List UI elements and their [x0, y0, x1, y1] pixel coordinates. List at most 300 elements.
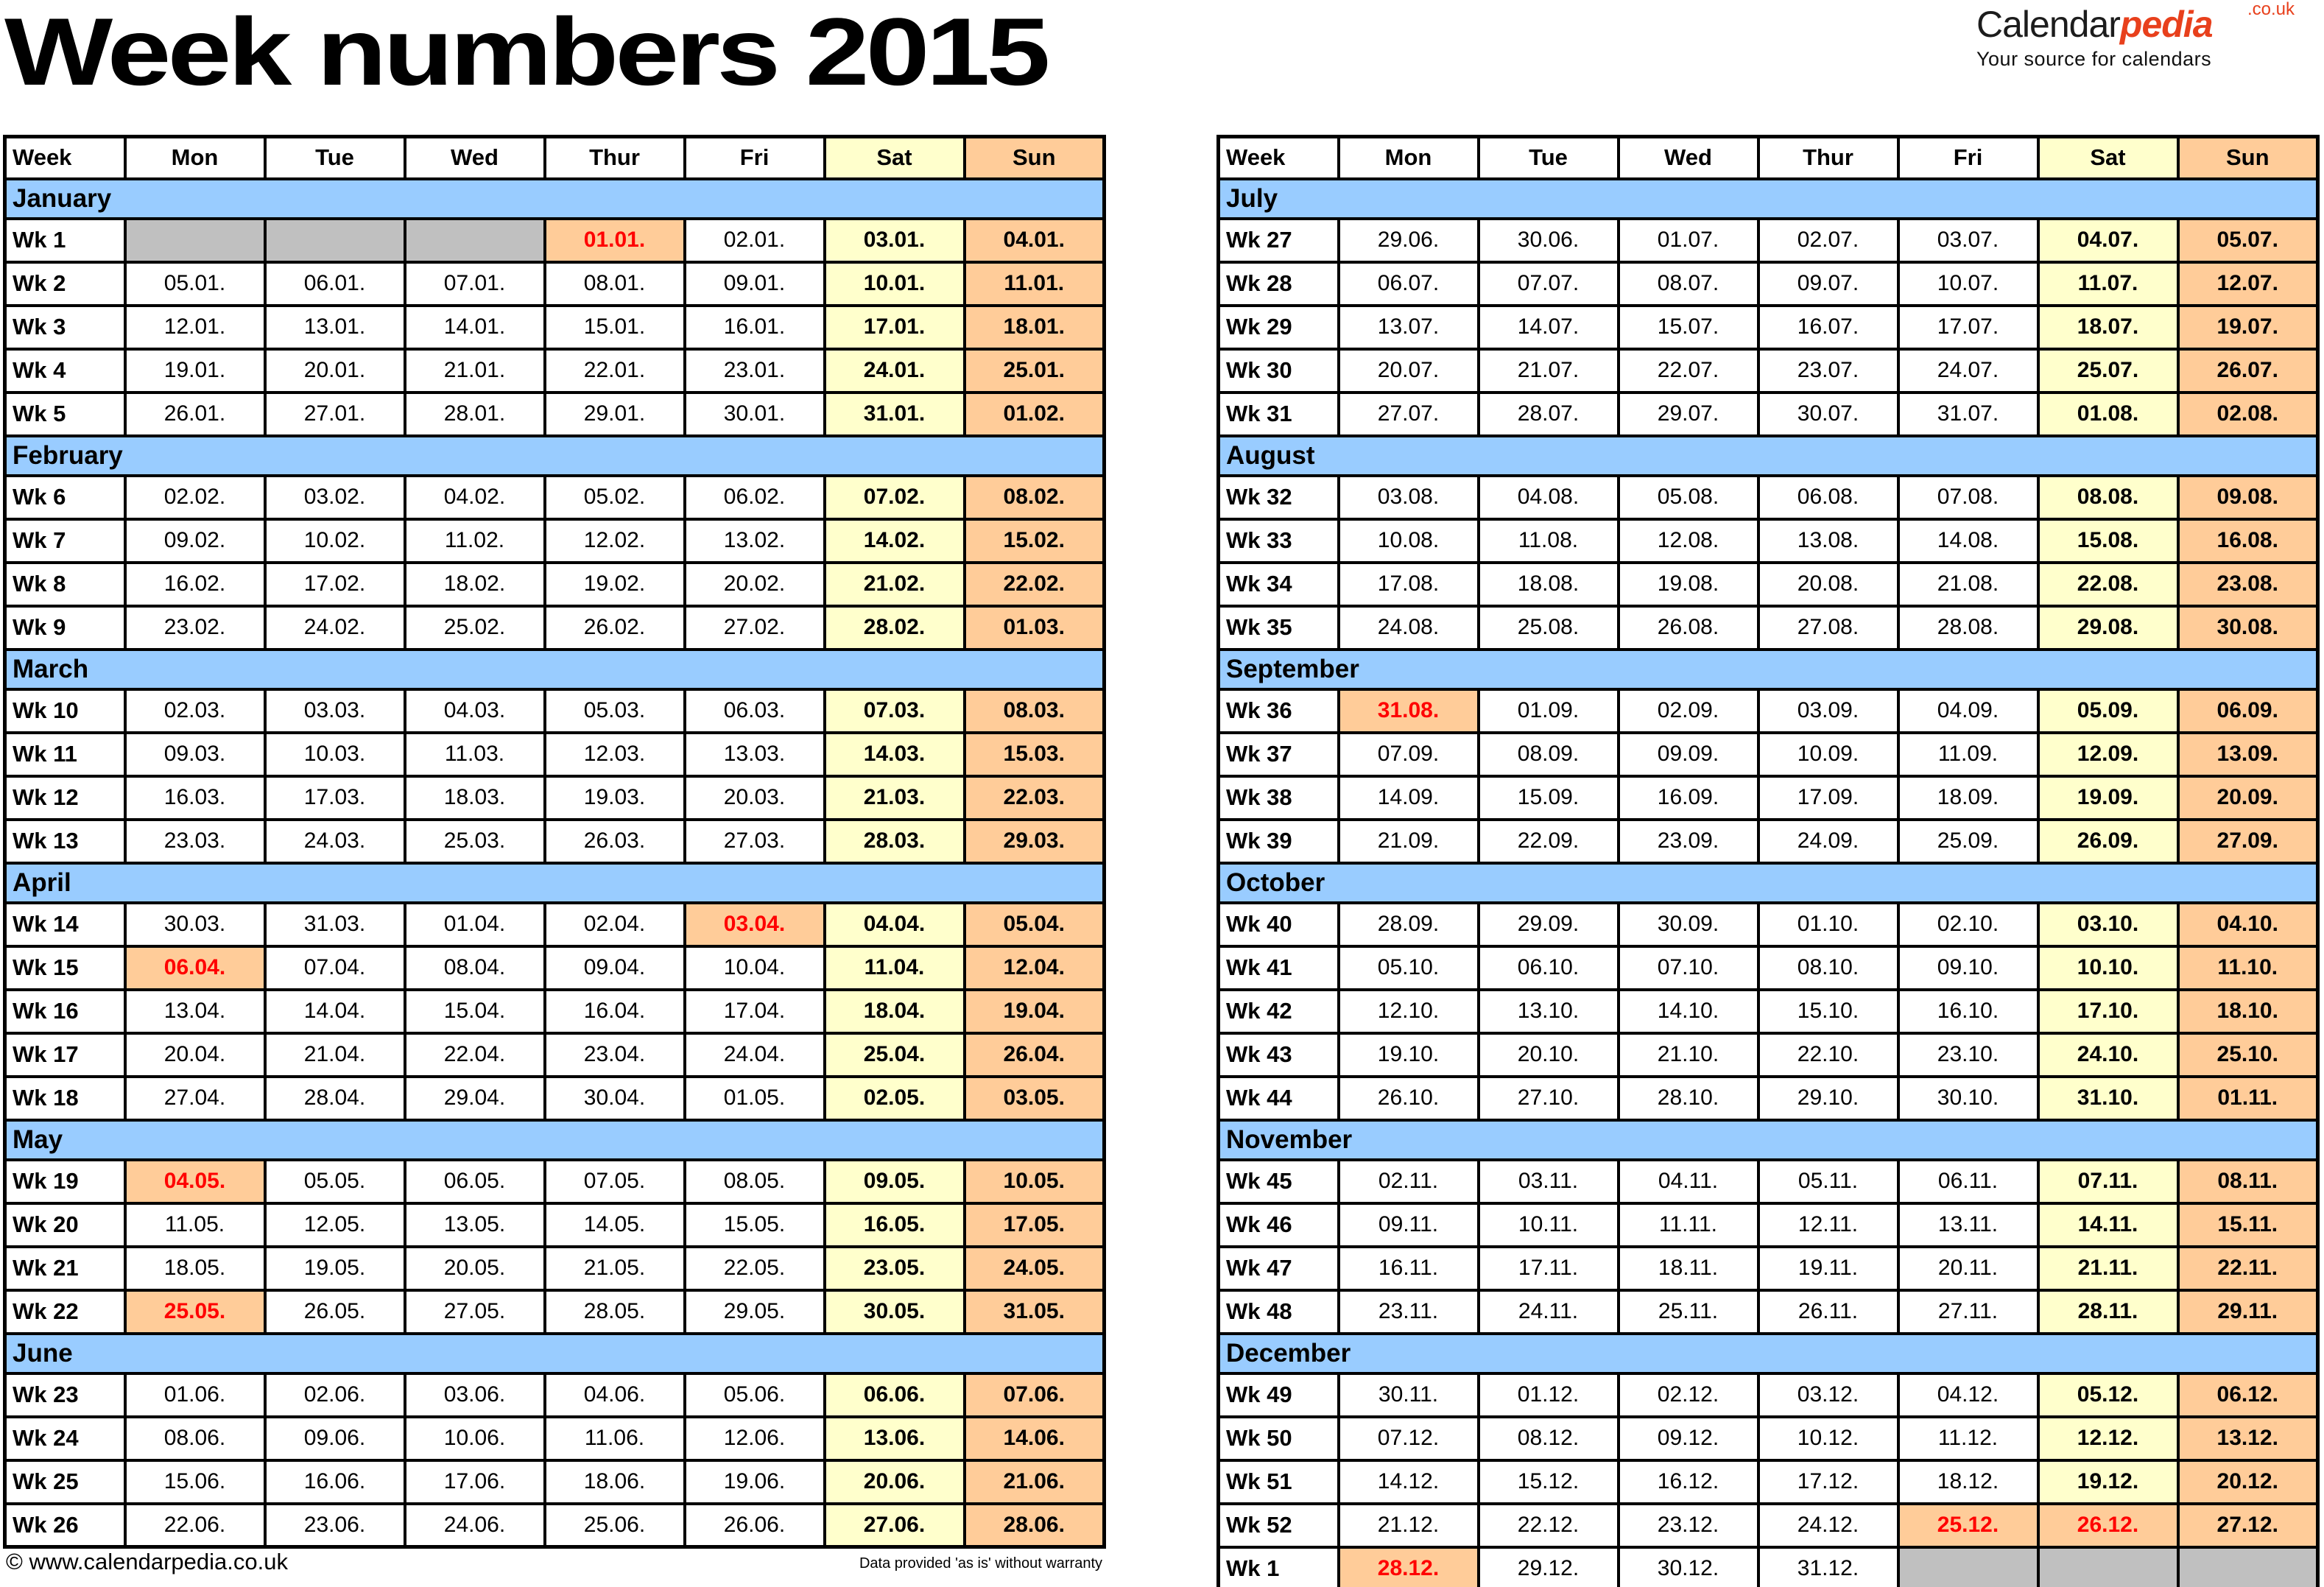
day-cell: 07.02. [825, 476, 965, 519]
week-number-cell: Wk 38 [1219, 776, 1339, 820]
day-cell: 04.04. [825, 903, 965, 946]
day-cell: 31.07. [1898, 393, 2038, 436]
day-cell: 05.09. [2038, 689, 2178, 733]
day-cell: 06.07. [1339, 262, 1479, 306]
week-number-cell: Wk 25 [5, 1460, 125, 1504]
day-cell: 26.12. [2038, 1504, 2178, 1547]
week-number-cell: Wk 50 [1219, 1417, 1339, 1460]
day-cell: 12.05. [265, 1203, 405, 1247]
day-cell: 14.01. [405, 306, 545, 349]
day-cell: 18.11. [1619, 1247, 1758, 1290]
day-cell: 16.04. [545, 990, 685, 1033]
week-row [1219, 1033, 2318, 1077]
day-cell: 31.08. [1339, 689, 1479, 733]
day-cell: 01.04. [405, 903, 545, 946]
day-cell: 27.09. [2178, 820, 2318, 863]
day-cell: 08.07. [1619, 262, 1758, 306]
day-cell: 19.05. [265, 1247, 405, 1290]
day-cell: 05.02. [545, 476, 685, 519]
day-cell: 27.06. [825, 1504, 965, 1547]
day-header-tue: Tue [1479, 137, 1619, 179]
day-cell: 22.08. [2038, 563, 2178, 606]
day-cell: 11.06. [545, 1417, 685, 1460]
day-cell: 26.06. [685, 1504, 825, 1547]
day-cell: 24.10. [2038, 1033, 2178, 1077]
week-row [1219, 689, 2318, 733]
week-number-cell: Wk 42 [1219, 990, 1339, 1033]
day-cell: 26.04. [965, 1033, 1105, 1077]
day-cell: 20.02. [685, 563, 825, 606]
day-cell: 21.12. [1339, 1504, 1479, 1547]
week-number-cell: Wk 43 [1219, 1033, 1339, 1077]
day-cell: 10.02. [265, 519, 405, 563]
month-label-august: August [1219, 436, 2318, 476]
day-cell: 13.07. [1339, 306, 1479, 349]
week-row [1219, 990, 2318, 1033]
day-cell: 22.01. [545, 349, 685, 393]
month-row-march [5, 650, 1105, 689]
day-cell: 06.11. [1898, 1160, 2038, 1203]
month-row-april [5, 863, 1105, 903]
week-row [5, 1290, 1105, 1334]
week-number-cell: Wk 48 [1219, 1290, 1339, 1334]
day-cell: 01.10. [1758, 903, 1898, 946]
day-cell: 19.08. [1619, 563, 1758, 606]
week-row [1219, 262, 2318, 306]
day-cell: 30.01. [685, 393, 825, 436]
empty-day-cell [405, 219, 545, 262]
day-cell: 17.07. [1898, 306, 2038, 349]
day-cell: 26.08. [1619, 606, 1758, 650]
week-row [1219, 1460, 2318, 1504]
day-cell: 05.12. [2038, 1373, 2178, 1417]
day-cell: 07.03. [825, 689, 965, 733]
day-cell: 18.01. [965, 306, 1105, 349]
day-cell: 10.08. [1339, 519, 1479, 563]
day-cell: 28.08. [1898, 606, 2038, 650]
day-cell: 05.07. [2178, 219, 2318, 262]
calendar-table-jul-dec [1216, 135, 2320, 1587]
week-number-cell: Wk 1 [5, 219, 125, 262]
day-cell: 05.11. [1758, 1160, 1898, 1203]
day-header-sun: Sun [965, 137, 1105, 179]
day-cell: 13.02. [685, 519, 825, 563]
day-cell: 29.08. [2038, 606, 2178, 650]
day-cell: 22.03. [965, 776, 1105, 820]
day-cell: 27.10. [1479, 1077, 1619, 1120]
week-number-cell: Wk 46 [1219, 1203, 1339, 1247]
day-cell: 21.10. [1619, 1033, 1758, 1077]
day-cell: 20.05. [405, 1247, 545, 1290]
day-cell: 21.08. [1898, 563, 2038, 606]
day-header-row [5, 137, 1105, 179]
day-cell: 11.04. [825, 946, 965, 990]
week-number-cell: Wk 21 [5, 1247, 125, 1290]
month-row-may [5, 1120, 1105, 1160]
day-cell: 23.09. [1619, 820, 1758, 863]
day-cell: 20.10. [1479, 1033, 1619, 1077]
week-number-cell: Wk 8 [5, 563, 125, 606]
day-cell: 17.01. [825, 306, 965, 349]
day-cell: 18.06. [545, 1460, 685, 1504]
day-cell: 19.03. [545, 776, 685, 820]
day-cell: 04.08. [1479, 476, 1619, 519]
day-cell: 18.12. [1898, 1460, 2038, 1504]
day-cell: 12.12. [2038, 1417, 2178, 1460]
day-cell: 25.05. [125, 1290, 265, 1334]
day-cell: 21.04. [265, 1033, 405, 1077]
day-cell: 08.01. [545, 262, 685, 306]
week-row [5, 349, 1105, 393]
day-cell: 10.05. [965, 1160, 1105, 1203]
week-row [1219, 946, 2318, 990]
week-row [5, 1460, 1105, 1504]
day-cell: 02.04. [545, 903, 685, 946]
week-row [1219, 1077, 2318, 1120]
day-cell: 07.01. [405, 262, 545, 306]
day-cell: 05.01. [125, 262, 265, 306]
day-cell: 21.06. [965, 1460, 1105, 1504]
week-number-cell: Wk 41 [1219, 946, 1339, 990]
day-cell: 28.10. [1619, 1077, 1758, 1120]
day-cell: 20.11. [1898, 1247, 2038, 1290]
day-cell: 07.11. [2038, 1160, 2178, 1203]
day-cell: 21.09. [1339, 820, 1479, 863]
week-row [5, 519, 1105, 563]
day-cell: 17.03. [265, 776, 405, 820]
day-cell: 07.10. [1619, 946, 1758, 990]
day-cell: 04.05. [125, 1160, 265, 1203]
week-row [1219, 306, 2318, 349]
week-row [1219, 1160, 2318, 1203]
week-row [1219, 733, 2318, 776]
day-cell: 03.02. [265, 476, 405, 519]
week-number-cell: Wk 6 [5, 476, 125, 519]
day-cell: 16.02. [125, 563, 265, 606]
day-cell: 11.09. [1898, 733, 2038, 776]
day-cell: 12.08. [1619, 519, 1758, 563]
day-cell: 13.04. [125, 990, 265, 1033]
day-cell: 15.10. [1758, 990, 1898, 1033]
day-cell: 01.03. [965, 606, 1105, 650]
day-cell: 27.12. [2178, 1504, 2318, 1547]
day-cell: 03.10. [2038, 903, 2178, 946]
day-cell: 01.06. [125, 1373, 265, 1417]
day-cell: 22.09. [1479, 820, 1619, 863]
day-cell: 05.10. [1339, 946, 1479, 990]
week-number-cell: Wk 11 [5, 733, 125, 776]
week-number-cell: Wk 13 [5, 820, 125, 863]
day-cell: 24.09. [1758, 820, 1898, 863]
week-number-cell: Wk 12 [5, 776, 125, 820]
day-cell: 29.01. [545, 393, 685, 436]
day-cell: 14.05. [545, 1203, 685, 1247]
month-label-december: December [1219, 1334, 2318, 1373]
day-cell: 15.06. [125, 1460, 265, 1504]
day-cell: 15.04. [405, 990, 545, 1033]
day-cell: 01.12. [1479, 1373, 1619, 1417]
week-number-cell: Wk 3 [5, 306, 125, 349]
day-cell: 10.03. [265, 733, 405, 776]
week-row [5, 1033, 1105, 1077]
day-cell: 28.03. [825, 820, 965, 863]
day-header-thur: Thur [1758, 137, 1898, 179]
day-header-week: Week [1219, 137, 1339, 179]
day-cell: 10.09. [1758, 733, 1898, 776]
week-row [1219, 1247, 2318, 1290]
week-row [5, 262, 1105, 306]
day-cell: 10.07. [1898, 262, 2038, 306]
day-cell: 09.11. [1339, 1203, 1479, 1247]
month-label-january: January [5, 179, 1105, 219]
day-header-thur: Thur [545, 137, 685, 179]
day-cell: 10.11. [1479, 1203, 1619, 1247]
week-number-cell: Wk 20 [5, 1203, 125, 1247]
empty-day-cell [125, 219, 265, 262]
day-cell: 19.01. [125, 349, 265, 393]
day-cell: 12.03. [545, 733, 685, 776]
day-cell: 29.12. [1479, 1547, 1619, 1587]
empty-day-cell [2178, 1547, 2318, 1587]
day-cell: 18.05. [125, 1247, 265, 1290]
day-cell: 07.06. [965, 1373, 1105, 1417]
day-cell: 09.10. [1898, 946, 2038, 990]
day-cell: 09.01. [685, 262, 825, 306]
day-cell: 03.03. [265, 689, 405, 733]
day-cell: 18.07. [2038, 306, 2178, 349]
day-cell: 29.03. [965, 820, 1105, 863]
week-row [1219, 393, 2318, 436]
week-row [5, 606, 1105, 650]
day-cell: 25.09. [1898, 820, 2038, 863]
week-row [1219, 1504, 2318, 1547]
day-cell: 17.05. [965, 1203, 1105, 1247]
day-cell: 24.06. [405, 1504, 545, 1547]
logo-calendar-text: Calendar [1976, 4, 2120, 45]
day-cell: 27.03. [685, 820, 825, 863]
day-cell: 28.07. [1479, 393, 1619, 436]
day-cell: 14.11. [2038, 1203, 2178, 1247]
day-cell: 14.02. [825, 519, 965, 563]
week-row [1219, 606, 2318, 650]
day-cell: 30.12. [1619, 1547, 1758, 1587]
day-cell: 09.07. [1758, 262, 1898, 306]
week-number-cell: Wk 34 [1219, 563, 1339, 606]
week-row [5, 1504, 1105, 1547]
day-cell: 09.04. [545, 946, 685, 990]
week-row [5, 1203, 1105, 1247]
day-cell: 29.06. [1339, 219, 1479, 262]
day-cell: 17.06. [405, 1460, 545, 1504]
month-row-november [1219, 1120, 2318, 1160]
week-row [5, 903, 1105, 946]
week-number-cell: Wk 7 [5, 519, 125, 563]
day-cell: 06.04. [125, 946, 265, 990]
day-cell: 27.05. [405, 1290, 545, 1334]
day-cell: 29.10. [1758, 1077, 1898, 1120]
day-cell: 24.07. [1898, 349, 2038, 393]
day-cell: 24.12. [1758, 1504, 1898, 1547]
day-cell: 01.01. [545, 219, 685, 262]
day-cell: 18.03. [405, 776, 545, 820]
day-cell: 08.05. [685, 1160, 825, 1203]
day-cell: 20.09. [2178, 776, 2318, 820]
day-cell: 19.10. [1339, 1033, 1479, 1077]
day-cell: 30.11. [1339, 1373, 1479, 1417]
day-cell: 28.01. [405, 393, 545, 436]
day-cell: 02.01. [685, 219, 825, 262]
day-cell: 21.07. [1479, 349, 1619, 393]
day-cell: 22.02. [965, 563, 1105, 606]
day-cell: 19.02. [545, 563, 685, 606]
day-cell: 07.04. [265, 946, 405, 990]
day-cell: 09.09. [1619, 733, 1758, 776]
month-label-november: November [1219, 1120, 2318, 1160]
day-cell: 30.05. [825, 1290, 965, 1334]
day-cell: 03.11. [1479, 1160, 1619, 1203]
week-number-cell: Wk 52 [1219, 1504, 1339, 1547]
day-cell: 23.08. [2178, 563, 2318, 606]
day-cell: 02.07. [1758, 219, 1898, 262]
week-number-cell: Wk 47 [1219, 1247, 1339, 1290]
week-row [5, 393, 1105, 436]
week-number-cell: Wk 4 [5, 349, 125, 393]
week-number-cell: Wk 45 [1219, 1160, 1339, 1203]
day-cell: 23.04. [545, 1033, 685, 1077]
day-cell: 01.08. [2038, 393, 2178, 436]
empty-day-cell [265, 219, 405, 262]
day-cell: 12.09. [2038, 733, 2178, 776]
day-cell: 23.03. [125, 820, 265, 863]
day-cell: 10.12. [1758, 1417, 1898, 1460]
day-cell: 08.09. [1479, 733, 1619, 776]
day-cell: 09.08. [2178, 476, 2318, 519]
week-row [5, 1373, 1105, 1417]
day-cell: 08.10. [1758, 946, 1898, 990]
day-cell: 31.10. [2038, 1077, 2178, 1120]
day-cell: 22.10. [1758, 1033, 1898, 1077]
day-cell: 20.07. [1339, 349, 1479, 393]
week-number-cell: Wk 30 [1219, 349, 1339, 393]
calendarpedia-logo [1976, 0, 2323, 71]
page-title: Week numbers 2015 [4, 0, 1047, 105]
day-cell: 04.10. [2178, 903, 2318, 946]
day-cell: 03.07. [1898, 219, 2038, 262]
logo-tagline: Your source for calendars [1976, 48, 2212, 70]
day-cell: 18.02. [405, 563, 545, 606]
day-cell: 03.09. [1758, 689, 1898, 733]
day-cell: 11.05. [125, 1203, 265, 1247]
week-row [5, 1077, 1105, 1120]
day-header-mon: Mon [125, 137, 265, 179]
day-header-week: Week [5, 137, 125, 179]
week-number-cell: Wk 2 [5, 262, 125, 306]
day-header-fri: Fri [685, 137, 825, 179]
week-number-cell: Wk 49 [1219, 1373, 1339, 1417]
day-cell: 14.08. [1898, 519, 2038, 563]
day-cell: 12.02. [545, 519, 685, 563]
day-cell: 19.06. [685, 1460, 825, 1504]
logo-pedia-text: pedia [2119, 4, 2213, 45]
day-cell: 25.12. [1898, 1504, 2038, 1547]
day-cell: 16.08. [2178, 519, 2318, 563]
day-cell: 19.11. [1758, 1247, 1898, 1290]
week-row [5, 990, 1105, 1033]
day-cell: 19.09. [2038, 776, 2178, 820]
day-cell: 26.01. [125, 393, 265, 436]
week-number-cell: Wk 10 [5, 689, 125, 733]
day-cell: 08.11. [2178, 1160, 2318, 1203]
month-row-september [1219, 650, 2318, 689]
day-cell: 16.07. [1758, 306, 1898, 349]
month-label-july: July [1219, 179, 2318, 219]
week-row [5, 1247, 1105, 1290]
day-cell: 11.02. [405, 519, 545, 563]
week-number-cell: Wk 24 [5, 1417, 125, 1460]
day-cell: 26.11. [1758, 1290, 1898, 1334]
week-row [5, 563, 1105, 606]
day-cell: 05.06. [685, 1373, 825, 1417]
day-cell: 23.07. [1758, 349, 1898, 393]
day-cell: 01.02. [965, 393, 1105, 436]
day-cell: 06.01. [265, 262, 405, 306]
day-cell: 03.08. [1339, 476, 1479, 519]
day-cell: 27.08. [1758, 606, 1898, 650]
day-header-wed: Wed [1619, 137, 1758, 179]
week-number-cell: Wk 44 [1219, 1077, 1339, 1120]
day-cell: 08.06. [125, 1417, 265, 1460]
day-cell: 01.11. [2178, 1077, 2318, 1120]
day-cell: 01.09. [1479, 689, 1619, 733]
day-cell: 06.02. [685, 476, 825, 519]
week-number-cell: Wk 39 [1219, 820, 1339, 863]
day-cell: 16.01. [685, 306, 825, 349]
day-cell: 19.04. [965, 990, 1105, 1033]
day-cell: 17.12. [1758, 1460, 1898, 1504]
day-header-sat: Sat [2038, 137, 2178, 179]
day-cell: 04.07. [2038, 219, 2178, 262]
day-cell: 28.06. [965, 1504, 1105, 1547]
week-row [1219, 519, 2318, 563]
day-cell: 04.02. [405, 476, 545, 519]
day-cell: 20.01. [265, 349, 405, 393]
day-cell: 26.03. [545, 820, 685, 863]
day-cell: 04.11. [1619, 1160, 1758, 1203]
day-cell: 26.02. [545, 606, 685, 650]
day-cell: 09.05. [825, 1160, 965, 1203]
day-cell: 04.03. [405, 689, 545, 733]
week-number-cell: Wk 27 [1219, 219, 1339, 262]
day-cell: 20.08. [1758, 563, 1898, 606]
day-cell: 10.01. [825, 262, 965, 306]
day-cell: 11.03. [405, 733, 545, 776]
day-cell: 02.08. [2178, 393, 2318, 436]
day-cell: 24.04. [685, 1033, 825, 1077]
day-cell: 08.04. [405, 946, 545, 990]
month-label-october: October [1219, 863, 2318, 903]
day-cell: 16.11. [1339, 1247, 1479, 1290]
day-cell: 17.10. [2038, 990, 2178, 1033]
day-cell: 14.12. [1339, 1460, 1479, 1504]
week-row [1219, 903, 2318, 946]
empty-day-cell [2038, 1547, 2178, 1587]
week-row [1219, 219, 2318, 262]
day-cell: 02.12. [1619, 1373, 1758, 1417]
day-header-sun: Sun [2178, 137, 2318, 179]
week-row [5, 219, 1105, 262]
day-cell: 22.12. [1479, 1504, 1619, 1547]
day-cell: 21.01. [405, 349, 545, 393]
